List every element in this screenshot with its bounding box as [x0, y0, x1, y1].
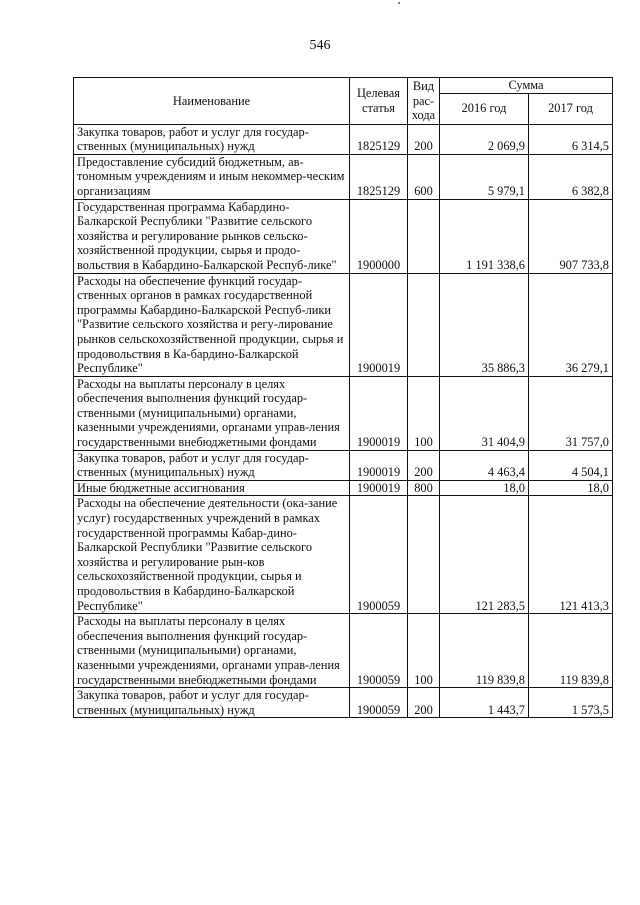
header-code: Целевая статья: [350, 78, 408, 125]
row-name-cell: Закупка товаров, работ и услуг для государ-ственных (муниципальных) нужд: [74, 124, 350, 154]
row-amount-2017-cell: 1 573,5: [529, 688, 613, 718]
row-type-cell: 200: [408, 124, 440, 154]
row-amount-2017-cell: 121 413,3: [529, 496, 613, 614]
header-year-2017: 2017 год: [529, 93, 613, 124]
header-name: Наименование: [74, 78, 350, 125]
row-type-cell: 200: [408, 688, 440, 718]
row-amount-2016-cell: 18,0: [440, 480, 529, 496]
row-code-cell: 1900019: [350, 273, 408, 376]
row-type-cell: [408, 199, 440, 273]
table-row: [74, 688, 613, 718]
row-type-cell: [408, 273, 440, 376]
row-name-cell: Закупка товаров, работ и услуг для государ-ственных (муниципальных) нужд: [74, 688, 350, 718]
row-amount-2017-cell: 36 279,1: [529, 273, 613, 376]
row-type-cell: 100: [408, 376, 440, 450]
row-name-cell: Иные бюджетные ассигнования: [74, 480, 350, 496]
row-code-cell: 1825129: [350, 124, 408, 154]
row-code-cell: 1900059: [350, 496, 408, 614]
row-code-cell: 1825129: [350, 154, 408, 199]
table-row: [74, 124, 613, 154]
table-header: [74, 78, 613, 125]
table-row: [74, 273, 613, 376]
row-code-cell: 1900019: [350, 376, 408, 450]
table-row: [74, 480, 613, 496]
header-year-2016: 2016 год: [440, 93, 529, 124]
row-name-cell: Закупка товаров, работ и услуг для государ-ственных (муниципальных) нужд: [74, 450, 350, 480]
row-name-cell: Расходы на выплаты персоналу в целях обеспечения выполнения функций государ-ственными (муниципальными) органами, казенными учреждениями, органами управ-ления государственными внебюджетными фондами: [74, 376, 350, 450]
row-code-cell: 1900000: [350, 199, 408, 273]
row-amount-2016-cell: 35 886,3: [440, 273, 529, 376]
row-name-cell: Предоставление субсидий бюджетным, ав-тономным учреждениям и иным некоммер-ческим организациям: [74, 154, 350, 199]
row-type-cell: 600: [408, 154, 440, 199]
row-code-cell: 1900019: [350, 450, 408, 480]
page-number: 546: [309, 38, 331, 53]
row-name-cell: Расходы на выплаты персоналу в целях обеспечения выполнения функций государ-ственными (муниципальными) органами, казенными учреждениями, органами управ-ления государственными внебюджетными фондами: [74, 614, 350, 688]
row-amount-2017-cell: 6 382,8: [529, 154, 613, 199]
budget-table: [73, 77, 613, 718]
header-sum: Сумма: [440, 78, 613, 94]
row-amount-2017-cell: 4 504,1: [529, 450, 613, 480]
row-amount-2016-cell: 2 069,9: [440, 124, 529, 154]
row-amount-2016-cell: 31 404,9: [440, 376, 529, 450]
table-row: [74, 199, 613, 273]
table-row: [74, 614, 613, 688]
scan-dot: [398, 2, 400, 4]
table-row: [74, 496, 613, 614]
row-amount-2016-cell: 5 979,1: [440, 154, 529, 199]
row-amount-2016-cell: 1 191 338,6: [440, 199, 529, 273]
row-code-cell: 1900019: [350, 480, 408, 496]
row-amount-2017-cell: 907 733,8: [529, 199, 613, 273]
header-type: Вид рас-хода: [408, 78, 440, 125]
table-row: [74, 154, 613, 199]
table-row: [74, 450, 613, 480]
row-type-cell: 200: [408, 450, 440, 480]
row-amount-2017-cell: 6 314,5: [529, 124, 613, 154]
row-amount-2016-cell: 121 283,5: [440, 496, 529, 614]
row-code-cell: 1900059: [350, 688, 408, 718]
row-amount-2016-cell: 4 463,4: [440, 450, 529, 480]
row-name-cell: Расходы на обеспечение деятельности (ока-зание услуг) государственных учреждений в рамках государственной программы Кабар-дино-Балкарской Республики "Развитие сельского хозяйства и регулирование рын-ков сельскохозяйственной продукции, сырья и продовольствия в Кабардино-Балкарской Республике": [74, 496, 350, 614]
row-name-cell: Государственная программа Кабардино-Балкарской Республики "Развитие сельского хозяйства и регулирование рынков сельско-хозяйственной продукции, сырья и продо-вольствия в Кабардино-Балкарской Респуб-лике": [74, 199, 350, 273]
row-amount-2017-cell: 119 839,8: [529, 614, 613, 688]
table-row: [74, 376, 613, 450]
row-name-cell: Расходы на обеспечение функций государ-ственных органов в рамках государственной программы Кабардино-Балкарской Респуб-лики "Развитие сельского хозяйства и регу-лирование рынков сельскохозяйственной продукции, сырья и продовольствия в Ка-бардино-Балкарской Республике": [74, 273, 350, 376]
table-body: [74, 124, 613, 718]
row-amount-2017-cell: 31 757,0: [529, 376, 613, 450]
row-type-cell: 100: [408, 614, 440, 688]
row-type-cell: 800: [408, 480, 440, 496]
row-code-cell: 1900059: [350, 614, 408, 688]
row-amount-2017-cell: 18,0: [529, 480, 613, 496]
row-amount-2016-cell: 119 839,8: [440, 614, 529, 688]
row-type-cell: [408, 496, 440, 614]
row-amount-2016-cell: 1 443,7: [440, 688, 529, 718]
